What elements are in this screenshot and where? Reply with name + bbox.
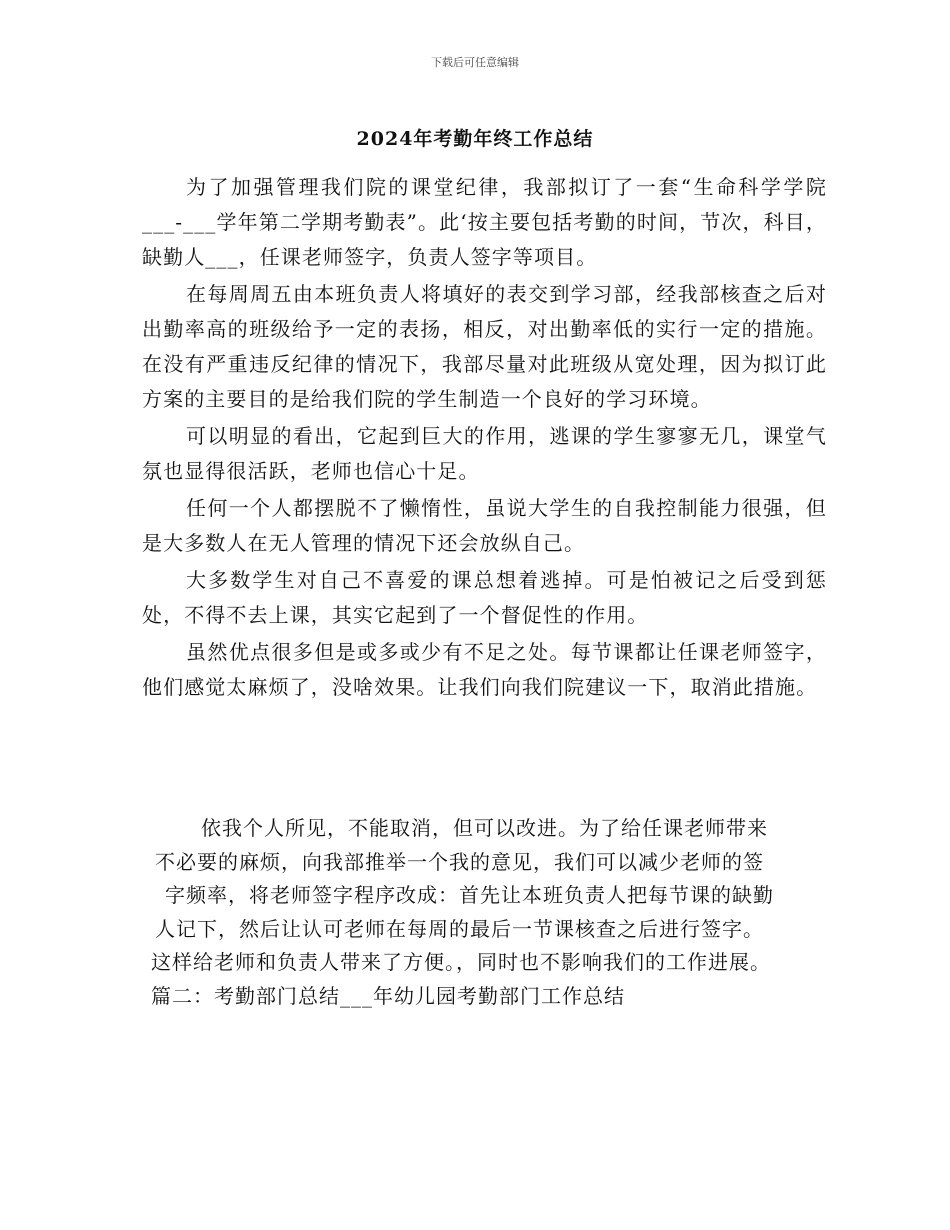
suggestion-line: 不必要的麻烦，向我部推举一个我的意见，我们可以减少老师的签 xyxy=(155,849,764,874)
paragraph-effect: 可以明显的看出，它起到巨大的作用，逃课的学生寥寥无几，课堂气氛也显得很活跃，老师也信心十足。 xyxy=(142,424,827,483)
suggestion-block xyxy=(151,812,831,1013)
suggestion-line: 人记下，然后让认可老师在每周的最后一节课核查之后进行签字。 xyxy=(155,916,764,941)
paragraph-skip-class: 大多数学生对自己不喜爱的课总想着逃掉。可是怕被记之后受到惩处，不得不去上课，其实它起到了一个督促性的作用。 xyxy=(142,568,827,627)
section-two-heading: 篇二：考勤部门总结___年幼儿园考勤部门工作总结 xyxy=(151,983,625,1008)
paragraph-laziness: 任何一个人都摆脱不了懒惰性，虽说大学生的自我控制能力很强，但是大多数人在无人管理的情况下还会放纵自己。 xyxy=(142,496,827,555)
document-body xyxy=(142,170,827,707)
paragraph-weekly-check: 在每周周五由本班负责人将填好的表交到学习部，经我部核查之后对出勤率高的班级给予一定的表扬，相反，对出勤率低的实行一定的措施。在没有严重违反纪律的情况下，我部尽量对此班级从宽处理，因为拟订此方案的主要目的是给我们院的学生制造一个良好的学习环境。 xyxy=(142,282,827,411)
paragraph-shortcomings: 虽然优点很多但是或多或少有不足之处。每节课都让任课老师签字，他们感觉太麻烦了，没啥效果。让我们向我们院建议一下，取消此措施。 xyxy=(142,640,827,699)
suggestion-line: 这样给老师和负责人带来了方便。，同时也不影响我们的工作进展。 xyxy=(151,950,771,974)
paragraph-attendance-form: 为了加强管理我们院的课堂纪律，我部拟订了一套“生命科学学院___-___学年第二学期考勤表”。此‘按主要包括考勤的时间，节次，科目，缺勤人___，任课老师签字，负责人签字等项目。 xyxy=(142,175,827,269)
page-header-note: 下载后可任意编辑 xyxy=(431,56,519,69)
suggestion-line: 字频率，将老师签字程序改成：首先让本班负责人把每节课的缺勤 xyxy=(165,883,774,907)
document-title: 2024年考勤年终工作总结 xyxy=(356,128,594,150)
suggestion-line: 依我个人所见，不能取消，但可以改进。为了给任课老师带来 xyxy=(201,816,768,840)
